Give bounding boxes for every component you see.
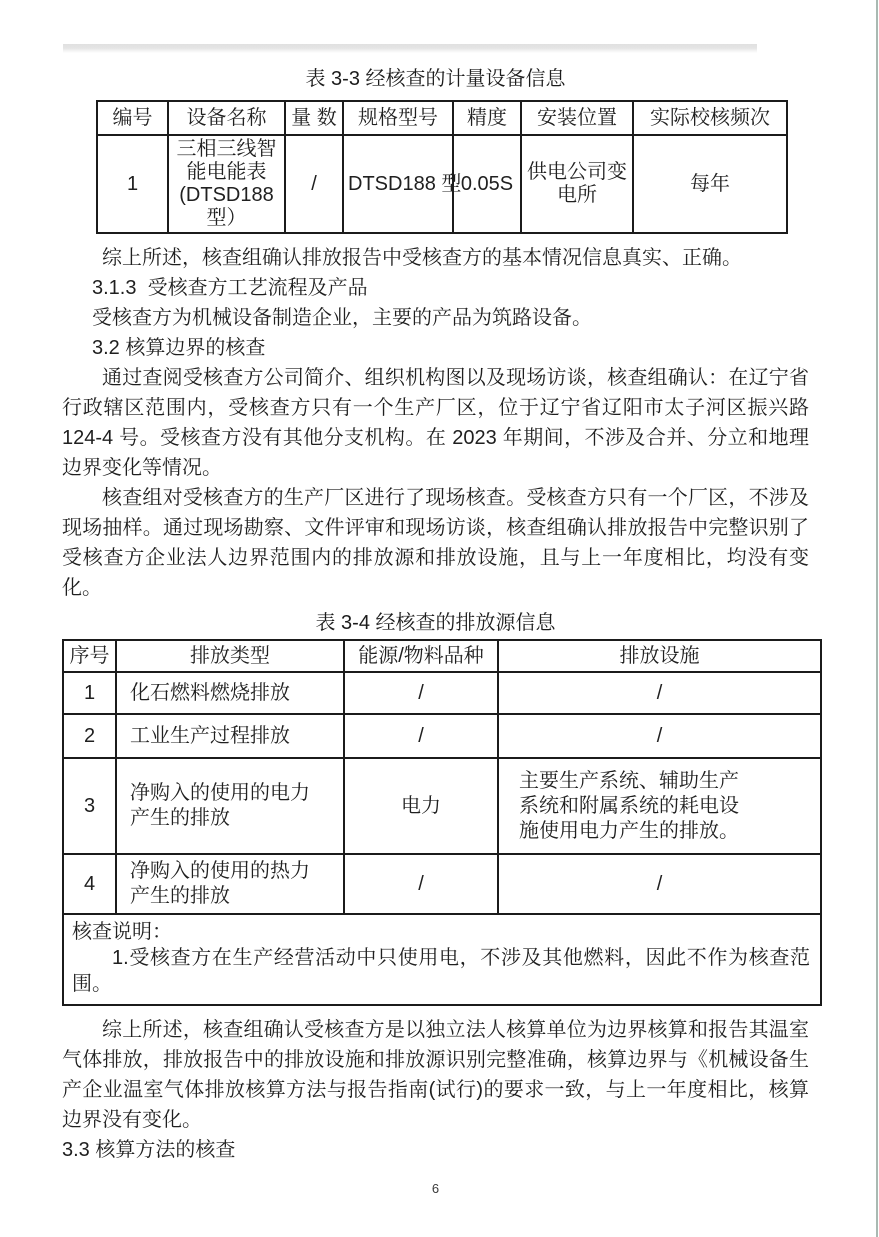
paragraph-summary-1: 综上所述，核查组确认排放报告中受核查方的基本情况信息真实、正确。 (102, 247, 742, 269)
cell-quantity: / (285, 135, 343, 233)
cell-seq: 4 (63, 854, 116, 914)
scan-page-top-shadow (63, 44, 757, 53)
table-row (63, 758, 821, 854)
table-3-4-note-row (63, 914, 821, 1005)
table-row (63, 714, 821, 758)
table-3-3-data-row (97, 135, 787, 233)
table-3-4-title: 表 3-4 经核查的排放源信息 (315, 612, 556, 634)
cell-precision: 0.05S (453, 135, 521, 233)
cell-energy-material: 电力 (344, 758, 498, 854)
table-3-3-title: 表 3-3 经核查的计量设备信息 (305, 68, 566, 90)
cell-location: 供电公司变电所 (521, 135, 633, 233)
header-cell-quantity: 量 数 (285, 101, 343, 135)
table-3-4-emission-sources (62, 639, 822, 1006)
cell-seq: 1 (63, 672, 116, 714)
cell-calibration: 每年 (633, 135, 787, 233)
header-cell-location: 安装位置 (521, 101, 633, 135)
heading-3-2: 3.2 核算边界的核查 (92, 337, 266, 359)
cell-device-name: 三相三线智能电能表(DTSD188 型） (168, 135, 285, 233)
cell-emission-type: 化石燃料燃烧排放 (116, 672, 344, 714)
header-cell-energy-material: 能源/物料品种 (344, 640, 498, 672)
cell-number: 1 (97, 135, 168, 233)
cell-emission-facility: / (498, 714, 821, 758)
paragraph-summary-2: 综上所述，核查组确认受核查方是以独立法人核算单位为边界核算和报告其温室气体排放，排放报告中的排放设施和排放源识别完整准确，核算边界与《机械设备生产企业温室气体排放核算方法与报告指南(试行)的要求一致，与上一年度相比，核算边界没有变化。 (62, 1019, 809, 1131)
table-row (63, 854, 821, 914)
cell-emission-facility: / (498, 672, 821, 714)
cell-energy-material: / (344, 854, 498, 914)
header-cell-seq: 序号 (63, 640, 116, 672)
heading-3-3: 3.3 核算方法的核查 (62, 1139, 236, 1161)
header-cell-emission-type: 排放类型 (116, 640, 344, 672)
header-cell-calibration: 实际校核频次 (633, 101, 787, 135)
paragraph-boundary-1: 通过查阅受核查方公司简介、组织机构图以及现场访谈，核查组确认：在辽宁省行政辖区范围内，受核查方只有一个生产厂区，位于辽宁省辽阳市太子河区振兴路 124-4 号。受核查方没有其他分支机构。在 2023 年期间，不涉及合并、分立和地理边界变化等情况。 (62, 367, 809, 479)
cell-energy-material: / (344, 714, 498, 758)
viewer-right-edge-line (876, 0, 878, 1237)
paragraph-boundary-2: 核查组对受核查方的生产厂区进行了现场核查。受核查方只有一个厂区，不涉及现场抽样。通过现场勘察、文件评审和现场访谈，核查组确认排放报告中完整识别了受核查方企业法人边界范围内的排放源和排放设施，且与上一年度相比，均没有变化。 (62, 487, 809, 599)
header-cell-emission-facility: 排放设施 (498, 640, 821, 672)
cell-seq: 2 (63, 714, 116, 758)
cell-emission-type: 工业生产过程排放 (116, 714, 344, 758)
table-3-4-header-row (63, 640, 821, 672)
header-cell-device-name: 设备名称 (168, 101, 285, 135)
heading-3-1-3: 3.1.3 受核查方工艺流程及产品 (92, 277, 368, 299)
header-cell-model: 规格型号 (343, 101, 453, 135)
cell-seq: 3 (63, 758, 116, 854)
table-3-3-header-row (97, 101, 787, 135)
cell-emission-facility: / (498, 854, 821, 914)
document-page (62, 66, 809, 1196)
cell-emission-type: 净购入的使用的热力产生的排放 (116, 854, 344, 914)
page-number: 6 (431, 1181, 440, 1196)
cell-model: DTSD188 型 (343, 135, 453, 233)
cell-emission-facility: 主要生产系统、辅助生产系统和附属系统的耗电设施使用电力产生的排放。 (498, 758, 821, 854)
note-cell (63, 914, 821, 1005)
note-label: 核查说明： (72, 921, 172, 943)
paragraph-products: 受核查方为机械设备制造企业，主要的产品为筑路设备。 (92, 307, 592, 329)
cell-energy-material: / (344, 672, 498, 714)
header-cell-precision: 精度 (453, 101, 521, 135)
note-text: 1.受核查方在生产经营活动中只使用电，不涉及其他燃料，因此不作为核查范围。 (72, 947, 810, 995)
table-3-3-metering-devices (96, 100, 788, 234)
header-cell-number: 编号 (97, 101, 168, 135)
cell-emission-type: 净购入的使用的电力产生的排放 (116, 758, 344, 854)
table-row (63, 672, 821, 714)
